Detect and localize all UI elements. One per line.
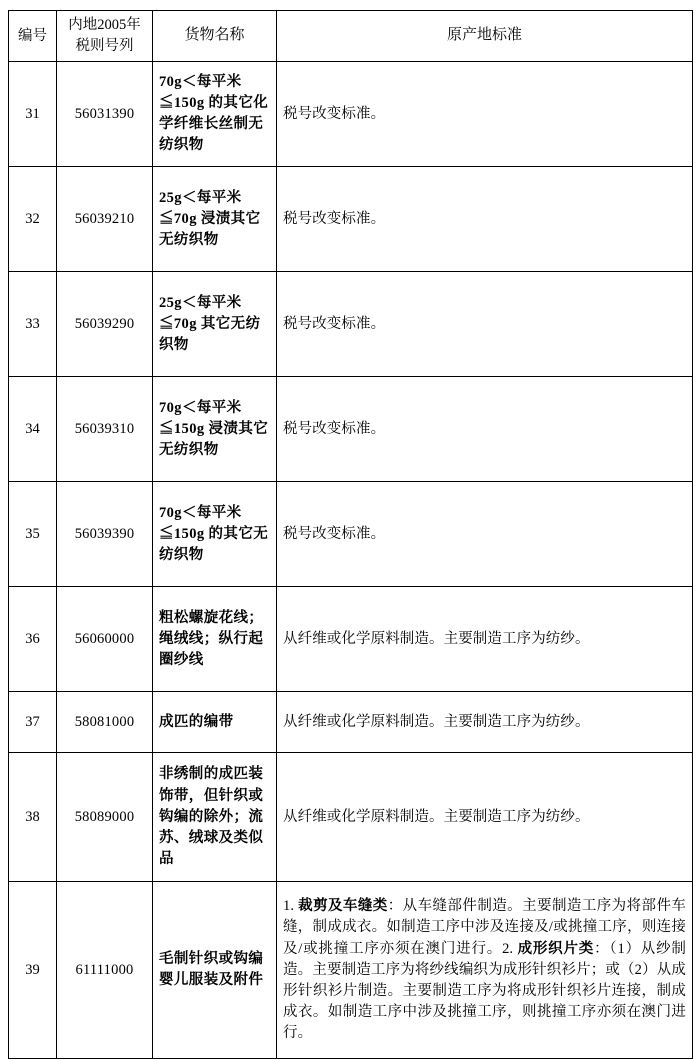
column-header-rule: 原产地标准 <box>277 11 693 62</box>
cell-name: 粗松螺旋花线；绳绒线；纵行起圈纱线 <box>153 587 277 692</box>
cell-name: 70g＜每平米≦150g 的其它无纺织物 <box>153 482 277 587</box>
column-header-code <box>57 11 153 62</box>
cell-no: 35 <box>9 482 57 587</box>
cell-name: 70g＜每平米≦150g 的其它化学纤维长丝制无纺织物 <box>153 62 277 167</box>
cell-rule: 税号改变标准。 <box>277 272 693 377</box>
table-row <box>9 167 693 272</box>
cell-code: 56039310 <box>57 377 153 482</box>
cell-rule: 从纤维或化学原料制造。主要制造工序为纺纱。 <box>277 587 693 692</box>
table-row <box>9 482 693 587</box>
cell-code: 56039390 <box>57 482 153 587</box>
table-row <box>9 272 693 377</box>
cell-rule: 税号改变标准。 <box>277 482 693 587</box>
table-body <box>9 62 693 1059</box>
cell-code: 56039210 <box>57 167 153 272</box>
table-row <box>9 692 693 753</box>
cell-rule: 从纤维或化学原料制造。主要制造工序为纺纱。 <box>277 692 693 753</box>
cell-name: 毛制针织或钩编婴儿服装及附件 <box>153 882 277 1059</box>
table-row <box>9 62 693 167</box>
cell-code: 56031390 <box>57 62 153 167</box>
cell-no: 34 <box>9 377 57 482</box>
cell-no: 39 <box>9 882 57 1059</box>
cell-name: 25g＜每平米≦70g 浸渍其它无纺织物 <box>153 167 277 272</box>
cell-no: 38 <box>9 753 57 882</box>
table-header-row <box>9 11 693 62</box>
tariff-table <box>8 10 693 1059</box>
cell-name: 成匹的编带 <box>153 692 277 753</box>
table-row <box>9 882 693 1059</box>
cell-rule: 1. 裁剪及车缝类：从车缝部件制造。主要制造工序为将部件车缝，制成成衣。如制造工序中涉及连接及/或挑撞工序，则连接及/或挑撞工序亦须在澳门进行。2. 成形织片类：（1）从纱制造。主要制造工序为将纱线编织为成形针织衫片；或（2）从成形针织衫片制造。主要制造工序为将成形针织衫片连接，制成成衣。如制造工序中涉及挑撞工序，则挑撞工序亦须在澳门进行。 <box>277 882 693 1059</box>
table-row <box>9 753 693 882</box>
column-header-name: 货物名称 <box>153 11 277 62</box>
cell-rule: 税号改变标准。 <box>277 62 693 167</box>
cell-code: 58089000 <box>57 753 153 882</box>
cell-rule: 从纤维或化学原料制造。主要制造工序为纺纱。 <box>277 753 693 882</box>
cell-name: 70g＜每平米≦150g 浸渍其它无纺织物 <box>153 377 277 482</box>
table-row <box>9 587 693 692</box>
cell-no: 36 <box>9 587 57 692</box>
cell-no: 32 <box>9 167 57 272</box>
cell-rule: 税号改变标准。 <box>277 167 693 272</box>
column-header-code-line1: 内地2005年 <box>68 17 141 33</box>
cell-code: 61111000 <box>57 882 153 1059</box>
cell-no: 37 <box>9 692 57 753</box>
cell-name: 非绣制的成匹装饰带，但针织或钩编的除外；流苏、绒球及类似品 <box>153 753 277 882</box>
cell-no: 33 <box>9 272 57 377</box>
table-row <box>9 377 693 482</box>
cell-rule: 税号改变标准。 <box>277 377 693 482</box>
cell-no: 31 <box>9 62 57 167</box>
cell-code: 58081000 <box>57 692 153 753</box>
table-header <box>9 11 693 62</box>
column-header-no: 编号 <box>9 11 57 62</box>
cell-code: 56060000 <box>57 587 153 692</box>
cell-code: 56039290 <box>57 272 153 377</box>
column-header-code-line2: 税则号列 <box>75 38 134 55</box>
cell-name: 25g＜每平米≦70g 其它无纺织物 <box>153 272 277 377</box>
